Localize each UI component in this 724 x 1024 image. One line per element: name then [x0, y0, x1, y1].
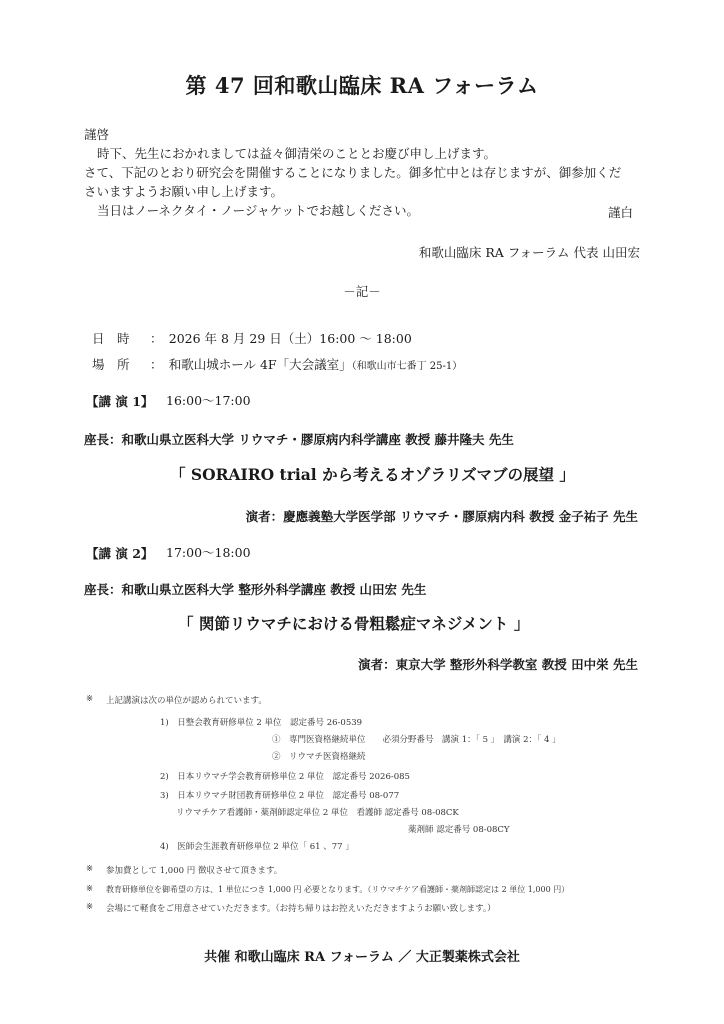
cosponsor-footer: 共催 和歌山臨床 RA フォーラム ／ 大正製薬株式会社 — [204, 950, 520, 965]
organizer-line: 和歌山臨床 RA フォーラム 代表 山田宏 — [418, 245, 640, 260]
date-value: ： 2026 年 8 月 29 日（土）16:00 〜 18:00 — [150, 331, 412, 346]
note-3b: 薬剤師 認定番号 08-08CY — [408, 825, 510, 835]
greeting-closing: 謹白 — [608, 205, 634, 220]
note-3: 3) 日本リウマチ財団教育研修単位 2 単位 認定番号 08-077 — [160, 791, 400, 801]
date-label: 日 時 — [92, 331, 130, 346]
notes-intro: 上記講演は次の単位が認められています。 — [106, 696, 267, 706]
page-title: 第 47 回和歌山臨床 RA フォーラム — [185, 73, 539, 98]
greeting-line-1: 時下、先生におかれましては益々御清栄のこととお慶び申し上げます。 — [97, 146, 497, 161]
lecture-2-title: 「 関節リウマチにおける骨粗鬆症マネジメント 」 — [178, 614, 530, 633]
notes-mark: ※ — [86, 694, 94, 704]
note-2: 2) 日本リウマチ学会教育研修単位 2 単位 認定番号 2026-085 — [160, 772, 410, 782]
lecture-1-chair: 座長：和歌山県立医科大学 リウマチ・膠原病内科学講座 教授 藤井隆夫 先生 — [84, 432, 514, 447]
ki-heading: －記－ — [343, 284, 381, 299]
place-address: （和歌山市七番丁 25-1） — [351, 361, 463, 372]
lecture-2-speaker: 演者：東京大学 整形外科学教室 教授 田中栄 先生 — [358, 657, 638, 672]
note-1b: ② リウマチ医資格継続 — [272, 752, 366, 762]
place-label: 場 所 — [92, 357, 130, 372]
fee-note: 参加費として 1,000 円 徴収させて頂きます。 — [106, 866, 283, 876]
greeting-line-3: さいますようお願い申し上げます。 — [84, 184, 284, 199]
greeting-opening: 謹啓 — [84, 127, 110, 142]
greeting-line-4: 当日はノーネクタイ・ノージャケットでお越しください。 — [97, 203, 420, 218]
place-venue: ： 和歌山城ホール 4F「大会議室」 — [150, 357, 352, 372]
note-3a: リウマチケア看護師・薬剤師認定単位 2 単位 看護師 認定番号 08-08CK — [176, 808, 459, 818]
credit-mark: ※ — [86, 884, 94, 894]
meal-note: 会場にて軽食をご用意させていただきます。（お持ち帰りはお控えいただきますようお願い致します。） — [106, 904, 496, 914]
fee-mark: ※ — [86, 864, 94, 874]
place-value — [150, 356, 462, 375]
note-1: 1) 日整会教育研修単位 2 単位 認定番号 26-0539 — [160, 718, 363, 728]
lecture-1-time: 16:00〜17:00 — [166, 393, 251, 408]
note-1a: ① 専門医資格継続単位 必須分野番号 講演 1：「 5 」 講演 2：「 4 」 — [272, 735, 561, 745]
credit-note: 教育研修単位を御希望の方は、1 単位につき 1,000 円 必要となります。（リウマチケア看護師・薬剤師認定は 2 単位 1,000 円） — [106, 885, 570, 894]
lecture-1-speaker: 演者：慶應義塾大学医学部 リウマチ・膠原病内科 教授 金子祐子 先生 — [245, 509, 638, 524]
lecture-2-chair: 座長：和歌山県立医科大学 整形外科学講座 教授 山田宏 先生 — [84, 582, 427, 597]
note-4: 4) 医師会生涯教育研修単位 2 単位「 61 、77 」 — [160, 842, 354, 852]
lecture-1-label: 【講 演 1】 — [86, 394, 154, 409]
lecture-2-time: 17:00〜18:00 — [166, 545, 251, 560]
lecture-2-label: 【講 演 2】 — [86, 546, 154, 561]
meal-mark: ※ — [86, 902, 94, 912]
greeting-line-2: さて、下記のとおり研究会を開催することになりました。御多忙中とは存じますが、御参加くだ — [84, 165, 622, 180]
lecture-1-title: 「 SORAIRO trial から考えるオゾラリズマブの展望 」 — [170, 465, 575, 484]
